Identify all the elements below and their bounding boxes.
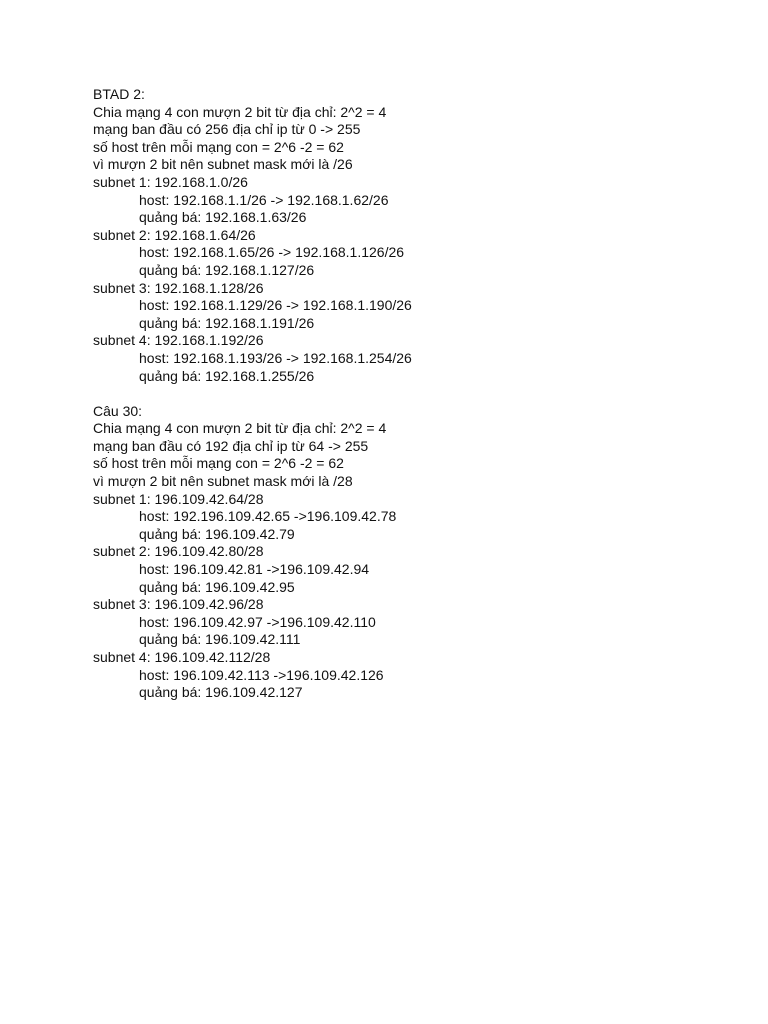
host-range-line: host: 192.168.1.65/26 -> 192.168.1.126/26 xyxy=(139,244,405,261)
broadcast-line: quảng bá: 196.109.42.95 xyxy=(139,578,295,595)
subnet-block xyxy=(93,332,733,385)
subnet-line: subnet 1: 192.168.1.0/26 xyxy=(93,173,248,190)
section-title: BTAD 2: xyxy=(93,86,145,102)
broadcast-line: quảng bá: 192.168.1.63/26 xyxy=(139,209,307,226)
text-line: Chia mạng 4 con mượn 2 bit từ địa chỉ: 2^2 = 4 xyxy=(93,420,387,437)
host-range-line: host: 192.168.1.129/26 -> 192.168.1.190/26 xyxy=(139,297,412,314)
subnet-line: subnet 4: 196.109.42.112/28 xyxy=(93,649,271,665)
subnet-line: subnet 3: 196.109.42.96/28 xyxy=(93,596,264,613)
broadcast-line: quảng bá: 196.109.42.111 xyxy=(139,631,301,648)
document-body xyxy=(93,86,733,702)
section-btad-2 xyxy=(93,86,733,385)
host-range-line: host: 192.168.1.1/26 -> 192.168.1.62/26 xyxy=(139,191,389,208)
text-line: mạng ban đầu có 192 địa chỉ ip từ 64 -> 255 xyxy=(93,437,369,454)
broadcast-line: quảng bá: 192.168.1.255/26 xyxy=(139,367,315,384)
host-range-line: host: 196.109.42.113 ->196.109.42.126 xyxy=(139,666,384,683)
broadcast-line: quảng bá: 192.168.1.191/26 xyxy=(139,314,315,331)
subnet-line: subnet 2: 192.168.1.64/26 xyxy=(93,226,256,243)
host-range-line: host: 192.196.109.42.65 ->196.109.42.78 xyxy=(139,508,397,525)
text-line: số host trên mỗi mạng con = 2^6 -2 = 62 xyxy=(93,138,344,155)
host-range-line: host: 196.109.42.97 ->196.109.42.110 xyxy=(139,613,376,630)
subnet-line: subnet 2: 196.109.42.80/28 xyxy=(93,543,264,560)
subnet-block xyxy=(93,649,733,702)
subnet-line: subnet 4: 192.168.1.192/26 xyxy=(93,332,264,349)
host-range-line: host: 196.109.42.81 ->196.109.42.94 xyxy=(139,561,370,578)
subnet-block xyxy=(93,543,733,596)
subnet-block xyxy=(93,491,733,544)
text-line: vì mượn 2 bit nên subnet mask mới là /28 xyxy=(93,473,353,490)
text-line: số host trên mỗi mạng con = 2^6 -2 = 62 xyxy=(93,455,344,472)
broadcast-line: quảng bá: 196.109.42.79 xyxy=(139,525,295,542)
broadcast-line: quảng bá: 192.168.1.127/26 xyxy=(139,261,315,278)
broadcast-line: quảng bá: 196.109.42.127 xyxy=(139,684,303,701)
subnet-block xyxy=(93,174,733,227)
subnet-line: subnet 1: 196.109.42.64/28 xyxy=(93,490,264,507)
text-line: vì mượn 2 bit nên subnet mask mới là /26 xyxy=(93,156,353,173)
host-range-line: host: 192.168.1.193/26 -> 192.168.1.254/26 xyxy=(139,349,412,366)
section-title: Câu 30: xyxy=(93,402,143,419)
text-line: mạng ban đầu có 256 địa chỉ ip từ 0 -> 255 xyxy=(93,121,361,138)
subnet-block xyxy=(93,596,733,649)
subnet-block xyxy=(93,227,733,280)
section-cau-30 xyxy=(93,403,733,702)
section-spacer xyxy=(93,385,733,403)
subnet-block xyxy=(93,280,733,333)
subnet-line: subnet 3: 192.168.1.128/26 xyxy=(93,279,264,296)
text-line: Chia mạng 4 con mượn 2 bit từ địa chỉ: 2^2 = 4 xyxy=(93,103,387,120)
